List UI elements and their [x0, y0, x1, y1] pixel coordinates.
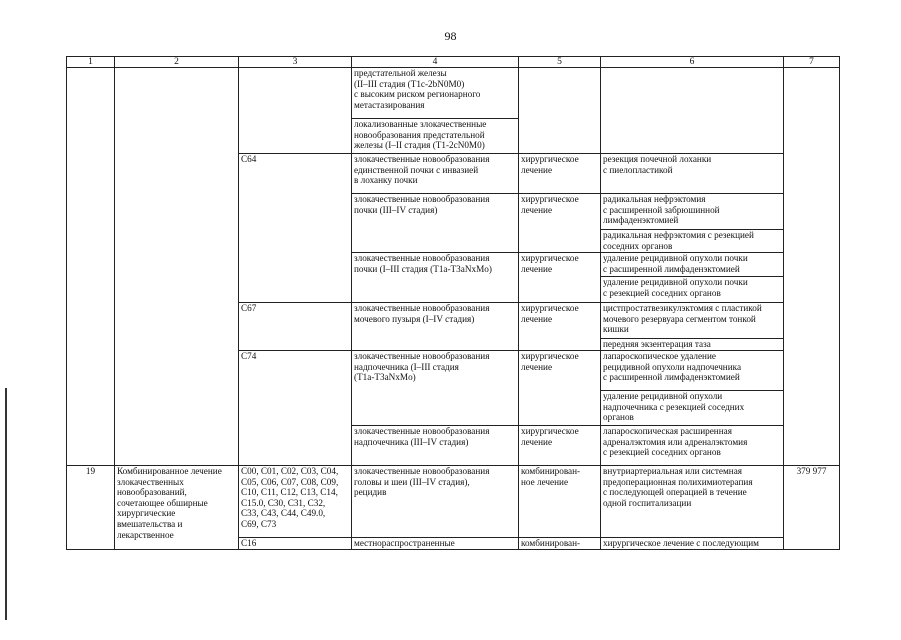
diagnosis-cell — [352, 154, 519, 194]
text-line: с расширенной лимфаденэктомией — [603, 263, 740, 274]
text-line: удаление рецидивной опухоли — [603, 391, 723, 401]
method-cell — [601, 277, 784, 303]
icd-code-cell — [239, 68, 352, 154]
text-line: с высоким риском регионарного — [354, 89, 481, 100]
text-line: C10, C11, C12, C13, C14, — [241, 487, 338, 498]
treatment-type-cell — [519, 154, 601, 194]
text-line: комбинирован- — [521, 466, 581, 476]
text-line: надпочечника с резекцией соседних — [603, 401, 745, 412]
text-line: злокачественные новообразования — [354, 351, 490, 361]
treatment-type-cell — [519, 253, 601, 303]
text-line: почки (I–III стадия (T1a-T3aNxMo) — [354, 263, 492, 274]
icd-code-cell: C16 — [239, 538, 352, 550]
text-line: C00, C01, C02, C03, C04, — [241, 466, 339, 476]
diagnosis-cell — [352, 351, 519, 426]
text-line: метастазирования — [354, 99, 425, 110]
text-line: предстательной железы — [354, 68, 447, 78]
text-line: радикальная нефрэктомия с резекцией — [603, 230, 754, 240]
column-number: 6 — [601, 57, 784, 68]
method-group-name-cell — [115, 68, 239, 466]
text-line: C69, C73 — [241, 518, 277, 529]
treatment-type-cell — [519, 194, 601, 253]
icd-code-cell: C64 — [239, 154, 352, 303]
text-line: одной госпитализации — [603, 497, 692, 508]
text-line: с последующей операцией в течение — [603, 487, 747, 498]
text-line: лечение — [521, 263, 553, 274]
text-line: новообразования предстательной — [354, 129, 485, 140]
column-number: 2 — [115, 57, 239, 68]
text-line: адреналэктомия или адреналэктомия — [603, 436, 748, 447]
method-cell — [601, 68, 784, 154]
diagnosis-cell — [352, 68, 519, 119]
text-line: хирургическое — [521, 154, 579, 164]
text-line: хирургическое — [521, 351, 579, 361]
text-line: головы и шеи (III–IV стадия), — [354, 476, 470, 487]
text-line: хирургические — [117, 508, 176, 519]
text-line: с резекцией соседних органов — [603, 447, 721, 458]
diagnosis-cell — [352, 426, 519, 466]
table-row — [67, 68, 840, 119]
text-line: в лоханку почки — [354, 175, 418, 186]
text-line: хирургическое — [521, 303, 579, 313]
column-number: 5 — [519, 57, 601, 68]
treatment-type-cell — [519, 68, 601, 154]
diagnosis-cell — [352, 466, 519, 538]
text-line: хирургическое — [521, 253, 579, 263]
text-line: вмешательства и — [117, 518, 183, 529]
diagnosis-cell — [352, 119, 519, 154]
price-cell: 379 977 — [784, 466, 840, 550]
text-line: цистпростатвезикулэктомия с пластикой — [603, 303, 762, 313]
text-line: злокачественные новообразования — [354, 194, 490, 204]
row-number-cell — [67, 68, 115, 466]
text-line: радикальная нефрэктомия — [603, 194, 706, 204]
text-line: новообразований, — [117, 487, 187, 498]
method-cell — [601, 194, 784, 230]
text-line: органов — [603, 412, 634, 423]
text-line: кишки — [603, 324, 629, 335]
text-line: злокачественные новообразования — [354, 426, 490, 436]
price-cell — [784, 68, 840, 466]
text-line: внутриартериальная или системная — [603, 466, 743, 476]
table-row — [67, 466, 840, 538]
method-cell — [601, 351, 784, 391]
margin-line — [5, 388, 7, 620]
text-line: рецидивной опухоли надпочечника — [603, 361, 742, 372]
icd-code-cell: C67 — [239, 303, 352, 351]
method-cell — [601, 426, 784, 466]
text-line: злокачественные новообразования — [354, 466, 490, 476]
text-line: злокачественные новообразования — [354, 154, 490, 164]
text-line: с расширенной лимфаденэктомией — [603, 372, 740, 383]
text-line: локализованные злокачественные — [354, 119, 487, 129]
text-line: предоперационная полихимиотерапия — [603, 476, 753, 487]
treatment-type-cell — [519, 466, 601, 538]
text-line: хирургическое — [521, 426, 579, 436]
method-cell: хирургическое лечение с последующим — [601, 538, 784, 550]
text-line: с расширенной забрюшинной — [603, 204, 720, 215]
page-number: 98 — [444, 29, 457, 43]
text-line: ное лечение — [521, 476, 569, 487]
text-line: удаление рецидивной опухоли почки — [603, 277, 748, 287]
medical-care-table — [66, 56, 840, 550]
text-line: лечение — [521, 204, 553, 215]
method-cell — [601, 391, 784, 426]
column-number: 1 — [67, 57, 115, 68]
text-line: почки (III–IV стадия) — [354, 204, 438, 215]
text-line: лимфаденэктомией — [603, 215, 679, 226]
treatment-type-cell: комбинирован- — [519, 538, 601, 550]
text-line: лекарственное — [117, 529, 174, 540]
text-line: сочетающее обширные — [117, 497, 208, 508]
text-line: единственной почки с инвазией — [354, 164, 479, 175]
text-line: лечение — [521, 313, 553, 324]
text-line: C33, C43, C44, C49.0, — [241, 508, 326, 519]
diagnosis-cell: местнораспространенные — [352, 538, 519, 550]
text-line: (T1a-T3aNxMo) — [354, 372, 416, 383]
text-line: лечение — [521, 164, 553, 175]
text-line: с резекцией соседних органов — [603, 287, 721, 298]
text-line: Комбинированное лечение — [117, 466, 222, 476]
text-line: лапароскопическое удаление — [603, 351, 716, 361]
treatment-type-cell — [519, 351, 601, 426]
method-cell — [601, 253, 784, 277]
text-line: злокачественных — [117, 476, 184, 487]
text-line: передняя экзентерация таза — [603, 339, 711, 349]
icd-code-cell: C74 — [239, 351, 352, 466]
column-number: 3 — [239, 57, 352, 68]
text-line: удаление рецидивной опухоли почки — [603, 253, 748, 263]
treatment-type-cell — [519, 303, 601, 351]
text-line: мочевого резервуара сегментом тонкой — [603, 313, 756, 324]
text-line: C15.0, C30, C31, C32, — [241, 497, 326, 508]
method-cell — [601, 154, 784, 194]
method-cell — [601, 339, 784, 351]
text-line: резекция почечной лоханки — [603, 154, 712, 164]
method-cell — [601, 230, 784, 253]
text-line: лечение — [521, 436, 553, 447]
text-line: надпочечника (I–III стадия — [354, 361, 459, 372]
text-line: злокачественные новообразования — [354, 253, 490, 263]
column-number: 4 — [352, 57, 519, 68]
text-line: лечение — [521, 361, 553, 372]
diagnosis-cell — [352, 303, 519, 351]
method-cell — [601, 303, 784, 339]
text-line: хирургическое — [521, 194, 579, 204]
text-line: лапароскопическая расширенная — [603, 426, 732, 436]
text-line: злокачественные новообразования — [354, 303, 490, 313]
diagnosis-cell — [352, 194, 519, 253]
text-line: C05, C06, C07, C08, C09, — [241, 476, 339, 487]
icd-code-cell — [239, 466, 352, 538]
column-number-header — [67, 57, 840, 68]
text-line: с пиелопластикой — [603, 164, 673, 175]
text-line: соседних органов — [603, 240, 673, 251]
treatment-type-cell — [519, 426, 601, 466]
text-line: (II–III стадия (T1c-2bN0M0) — [354, 78, 465, 89]
text-line: рецидив — [354, 487, 387, 498]
text-line: железы (I–II стадия (T1-2cN0M0) — [354, 140, 485, 151]
method-cell — [601, 466, 784, 538]
column-number: 7 — [784, 57, 840, 68]
diagnosis-cell — [352, 253, 519, 303]
method-group-name-cell — [115, 466, 239, 550]
row-number-cell: 19 — [67, 466, 115, 550]
text-line: надпочечника (III–IV стадия) — [354, 436, 469, 447]
text-line: мочевого пузыря (I–IV стадия) — [354, 313, 475, 324]
